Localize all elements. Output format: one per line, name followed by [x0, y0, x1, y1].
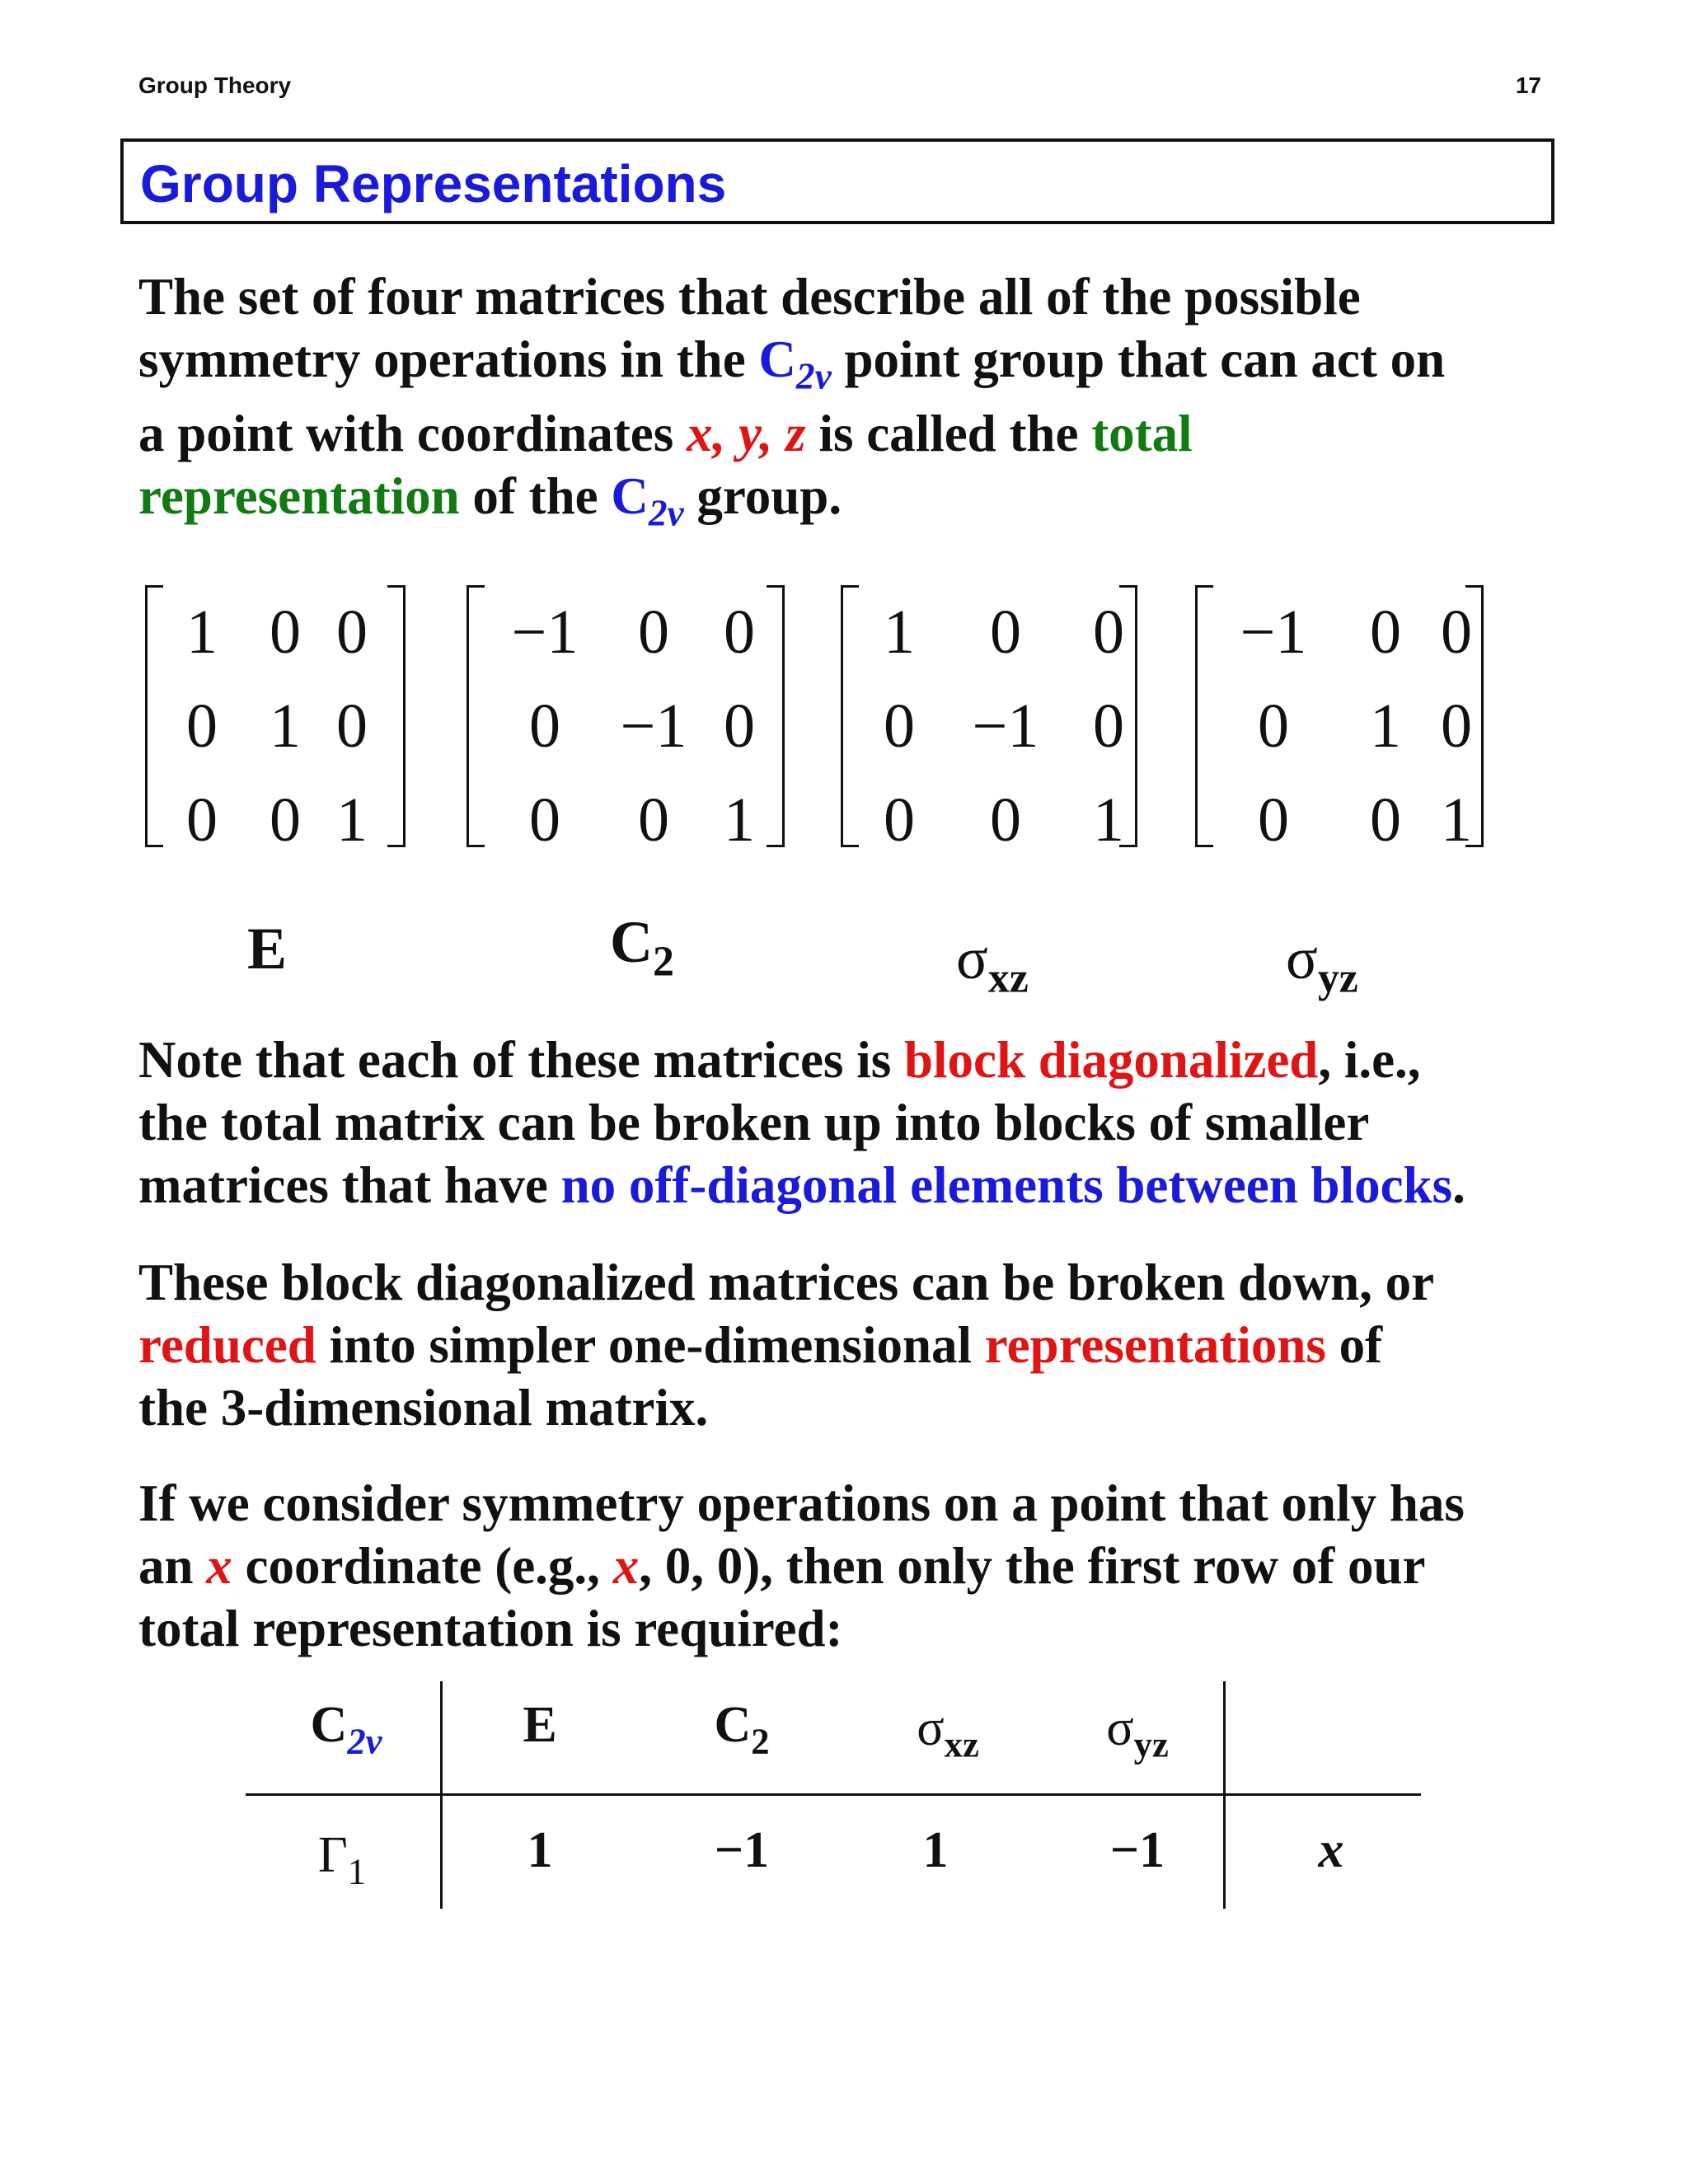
line — [138, 1597, 1556, 1660]
group-letter: C — [310, 1697, 348, 1753]
page-title: Group Representations — [140, 154, 727, 213]
text: matrices that have — [138, 1156, 561, 1214]
text: of — [1325, 1316, 1383, 1374]
matrix-cell: 0 — [270, 598, 301, 667]
text: If we consider symmetry operations on a point that only has — [138, 1474, 1465, 1532]
matrix-cell: 0 — [990, 598, 1021, 667]
operation-subscript: 2 — [653, 938, 674, 986]
line — [138, 328, 1556, 397]
matrix-cell: 0 — [990, 785, 1021, 855]
table-value: 1 — [527, 1822, 553, 1878]
matrix-cell: 0 — [1093, 691, 1124, 761]
text: The set of four matrices that describe all of the possible — [138, 268, 1361, 326]
paragraph-x-coordinate — [138, 1472, 1556, 1660]
page-number: 17 — [1515, 73, 1541, 98]
matrix-cell: 1 — [270, 691, 301, 761]
matrix-bracket-left — [1195, 585, 1213, 847]
matrix-cell: 0 — [529, 785, 560, 855]
operation-label — [610, 908, 674, 986]
table-header-sigma-xz — [865, 1699, 1030, 1765]
matrix-cell: −1 — [620, 691, 687, 761]
line — [138, 1314, 1556, 1376]
header-label: C — [714, 1697, 752, 1753]
point-group — [611, 467, 684, 534]
matrix-cell: 0 — [1093, 598, 1124, 667]
matrix-cell: 0 — [724, 691, 755, 761]
line — [138, 1154, 1556, 1216]
paragraph-block-diagonal — [138, 1029, 1556, 1216]
highlight-no-off-diagonal: no off-diagonal elements between blocks — [560, 1156, 1453, 1214]
text: Note that each of these matrices is — [138, 1031, 904, 1089]
operation-symbol: C — [610, 909, 653, 975]
matrix-cell: 1 — [1093, 785, 1124, 855]
matrix-cell: 0 — [186, 785, 218, 855]
matrix-cell: 0 — [1258, 785, 1289, 855]
operation-label — [247, 915, 287, 983]
operation-symbol: σ — [1286, 926, 1318, 991]
matrix-cell: 0 — [638, 785, 669, 855]
line — [138, 1029, 1556, 1091]
text: symmetry operations in the — [138, 330, 759, 388]
point-group-letter: C — [758, 330, 796, 388]
text: into simpler one-dimensional — [316, 1316, 985, 1374]
row-label-subscript: 1 — [347, 1850, 367, 1892]
text: , 0, 0), then only the first row of our — [639, 1537, 1426, 1595]
text: , i.e., — [1318, 1031, 1421, 1089]
matrix-cell: 0 — [270, 785, 301, 855]
matrix-cell: 1 — [336, 785, 368, 855]
matrix-cell: 1 — [186, 598, 218, 667]
table-value: −1 — [1109, 1822, 1165, 1878]
header-subscript: yz — [1133, 1723, 1169, 1765]
text: group. — [683, 467, 842, 525]
matrix-bracket-left — [467, 585, 485, 847]
line — [138, 402, 1556, 465]
table-divider-horizontal — [246, 1793, 1421, 1796]
matrix-3 — [841, 585, 1137, 855]
line — [138, 465, 1556, 534]
matrix-cell: 0 — [529, 691, 560, 761]
text: These block diagonalized matrices can be broken down, or — [138, 1254, 1435, 1311]
line — [138, 1251, 1556, 1314]
highlight-total: total — [1091, 405, 1193, 462]
text: point group that can act on — [831, 330, 1446, 388]
matrix-cell: 0 — [1441, 691, 1472, 761]
text: a point with coordinates — [138, 405, 687, 462]
matrix-cell: 0 — [186, 691, 218, 761]
matrix-cell: −1 — [511, 598, 579, 667]
matrix-cell: 0 — [1370, 598, 1401, 667]
header-label: σ — [1106, 1700, 1134, 1756]
table-value: 1 — [922, 1822, 949, 1878]
variable-x: x — [612, 1537, 640, 1595]
variable-x: x — [206, 1537, 232, 1595]
matrix-cell: 0 — [1258, 691, 1289, 761]
table-header-sigma-yz — [1055, 1699, 1220, 1765]
line — [138, 1472, 1556, 1535]
matrix-1 — [145, 585, 406, 855]
table-corner-group — [272, 1696, 420, 1762]
header-label: E — [523, 1697, 557, 1753]
text: of the — [459, 467, 612, 525]
text: is called the — [805, 405, 1092, 462]
matrix-cell: −1 — [972, 691, 1039, 761]
line — [138, 1091, 1556, 1154]
operation-label — [956, 925, 1029, 1002]
point-group — [758, 330, 832, 397]
point-group-subscript: 2v — [648, 492, 684, 534]
group-subscript: 2v — [347, 1720, 382, 1762]
line — [138, 1535, 1556, 1597]
matrix-cell: 0 — [884, 691, 915, 761]
matrix-cell: 0 — [1441, 598, 1472, 667]
table-header-E — [486, 1696, 593, 1755]
text: total representation is required: — [138, 1600, 843, 1657]
gamma-symbol: Γ — [317, 1827, 348, 1883]
matrix-cell: 0 — [336, 598, 368, 667]
table-basis-function: x — [1318, 1822, 1344, 1878]
matrix-cell: 1 — [724, 785, 755, 855]
running-header: Group Theory — [138, 73, 292, 98]
header-subscript: xz — [944, 1723, 979, 1765]
text: the total matrix can be broken up into blocks of smaller — [138, 1094, 1370, 1151]
highlight-representations: representations — [984, 1316, 1326, 1374]
header-label: σ — [917, 1700, 945, 1756]
line — [138, 265, 1556, 328]
text: the 3-dimensional matrix. — [138, 1379, 709, 1436]
matrix-cell: −1 — [1240, 598, 1307, 667]
paragraph-intro — [138, 265, 1556, 534]
matrix-cell: 0 — [638, 598, 669, 667]
matrix-cell: 1 — [884, 598, 915, 667]
matrix-cell: 1 — [1370, 691, 1401, 761]
matrix-4 — [1195, 585, 1484, 855]
operation-label — [1286, 925, 1358, 1002]
operation-symbol: E — [247, 916, 288, 982]
operation-subscript: xz — [987, 954, 1029, 1002]
matrix-cell: 0 — [884, 785, 915, 855]
text: . — [1452, 1156, 1465, 1214]
matrix-cell: 0 — [336, 691, 368, 761]
table-value: −1 — [714, 1822, 770, 1878]
matrix-cell: 0 — [1370, 785, 1401, 855]
title-box — [120, 138, 1554, 224]
header-subscript: 2 — [751, 1720, 770, 1762]
matrix-cell: 0 — [724, 598, 755, 667]
line — [138, 1376, 1556, 1439]
matrix-cell: 1 — [1441, 785, 1472, 855]
highlight-block-diagonalized: block diagonalized — [903, 1031, 1319, 1089]
paragraph-reduced — [138, 1251, 1556, 1439]
matrix-2 — [467, 585, 785, 855]
highlight-representation: representation — [138, 467, 460, 525]
operation-symbol: σ — [956, 926, 988, 991]
text: an — [138, 1537, 207, 1595]
text: coordinate (e.g., — [232, 1537, 613, 1595]
point-group-letter: C — [611, 467, 649, 525]
coordinates: x, y, z — [687, 405, 806, 462]
highlight-reduced: reduced — [138, 1316, 316, 1374]
table-header-C2 — [676, 1696, 808, 1762]
point-group-subscript: 2v — [795, 355, 832, 397]
operation-subscript: yz — [1317, 954, 1358, 1002]
table-row-label — [288, 1826, 396, 1892]
